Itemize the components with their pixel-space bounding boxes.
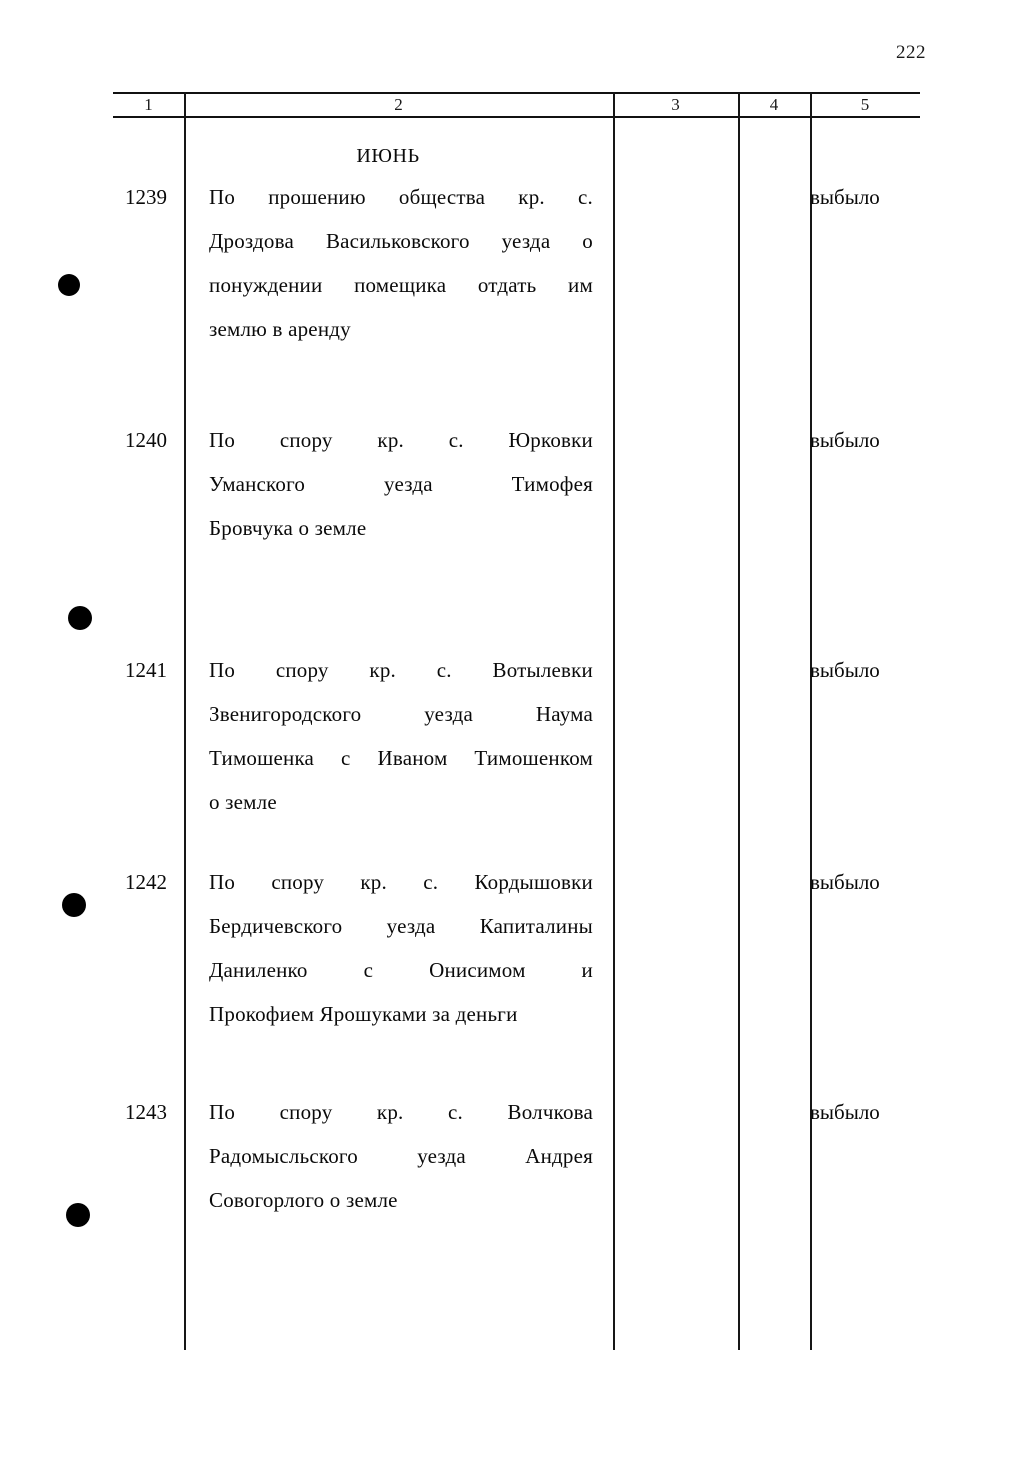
entry-description-line: По спору кр. с. Кордышовки	[209, 870, 593, 894]
entry-number: 1241	[125, 658, 167, 682]
entry-description-line: Тимошенка с Иваном Тимошенком	[209, 746, 593, 770]
column-header-5: 5	[860, 95, 870, 114]
entry-description-line: о земле	[209, 790, 277, 814]
entry-description-line: Уманского уезда Тимофея	[209, 472, 593, 496]
column-header-1: 1	[144, 95, 153, 114]
entry-description	[209, 175, 593, 351]
entry-description	[209, 860, 593, 1036]
entry-status: выбыло	[810, 1100, 880, 1124]
table-header-rule	[113, 116, 920, 118]
column-rule-4	[810, 92, 812, 1350]
page-number: 222	[896, 42, 926, 63]
column-header-2: 2	[394, 95, 403, 114]
entry-number: 1240	[125, 428, 167, 452]
entry-description	[209, 418, 593, 550]
column-rule-3	[738, 92, 740, 1350]
entry-description	[209, 1090, 593, 1222]
entry-status: выбыло	[810, 428, 880, 452]
entry-description-line: Бердичевского уезда Капиталины	[209, 914, 593, 938]
entry-description-line: Радомысльского уезда Андрея	[209, 1144, 593, 1168]
entry-status: выбыло	[810, 658, 880, 682]
entry-description	[209, 648, 593, 824]
entry-description-line: Звенигородского уезда Наума	[209, 702, 593, 726]
entry-description-line: По спору кр. с. Вотылевки	[209, 658, 593, 682]
column-rule-2	[613, 92, 615, 1350]
scan-artifact-dot	[66, 1203, 90, 1227]
entry-description-line: По прошению общества кр. с.	[209, 185, 593, 209]
entry-description-line: Дроздова Васильковского уезда о	[209, 229, 593, 253]
entry-status: выбыло	[810, 185, 880, 209]
column-header-3: 3	[671, 95, 680, 114]
entry-description-line: Бровчука о земле	[209, 516, 367, 540]
entry-description-line: землю в аренду	[209, 317, 351, 341]
entry-description-line: По спору кр. с. Юрковки	[209, 428, 593, 452]
entry-number: 1242	[125, 870, 167, 894]
entry-number: 1239	[125, 185, 167, 209]
entry-status: выбыло	[810, 870, 880, 894]
scan-artifact-dot	[58, 274, 80, 296]
column-rule-1	[184, 92, 186, 1350]
entry-description-line: Прокофием Ярошуками за деньги	[209, 1002, 518, 1026]
entry-description-line: Совогорлого о земле	[209, 1188, 398, 1212]
entry-description-line: По спору кр. с. Волчкова	[209, 1100, 593, 1124]
scan-artifact-dot	[62, 893, 86, 917]
entry-description-line: Даниленко с Онисимом и	[209, 958, 593, 982]
entry-description-line: понуждении помещика отдать им	[209, 273, 593, 297]
month-heading: ИЮНЬ	[356, 145, 420, 167]
entry-number: 1243	[125, 1100, 167, 1124]
scan-artifact-dot	[68, 606, 92, 630]
column-header-4: 4	[769, 95, 779, 114]
